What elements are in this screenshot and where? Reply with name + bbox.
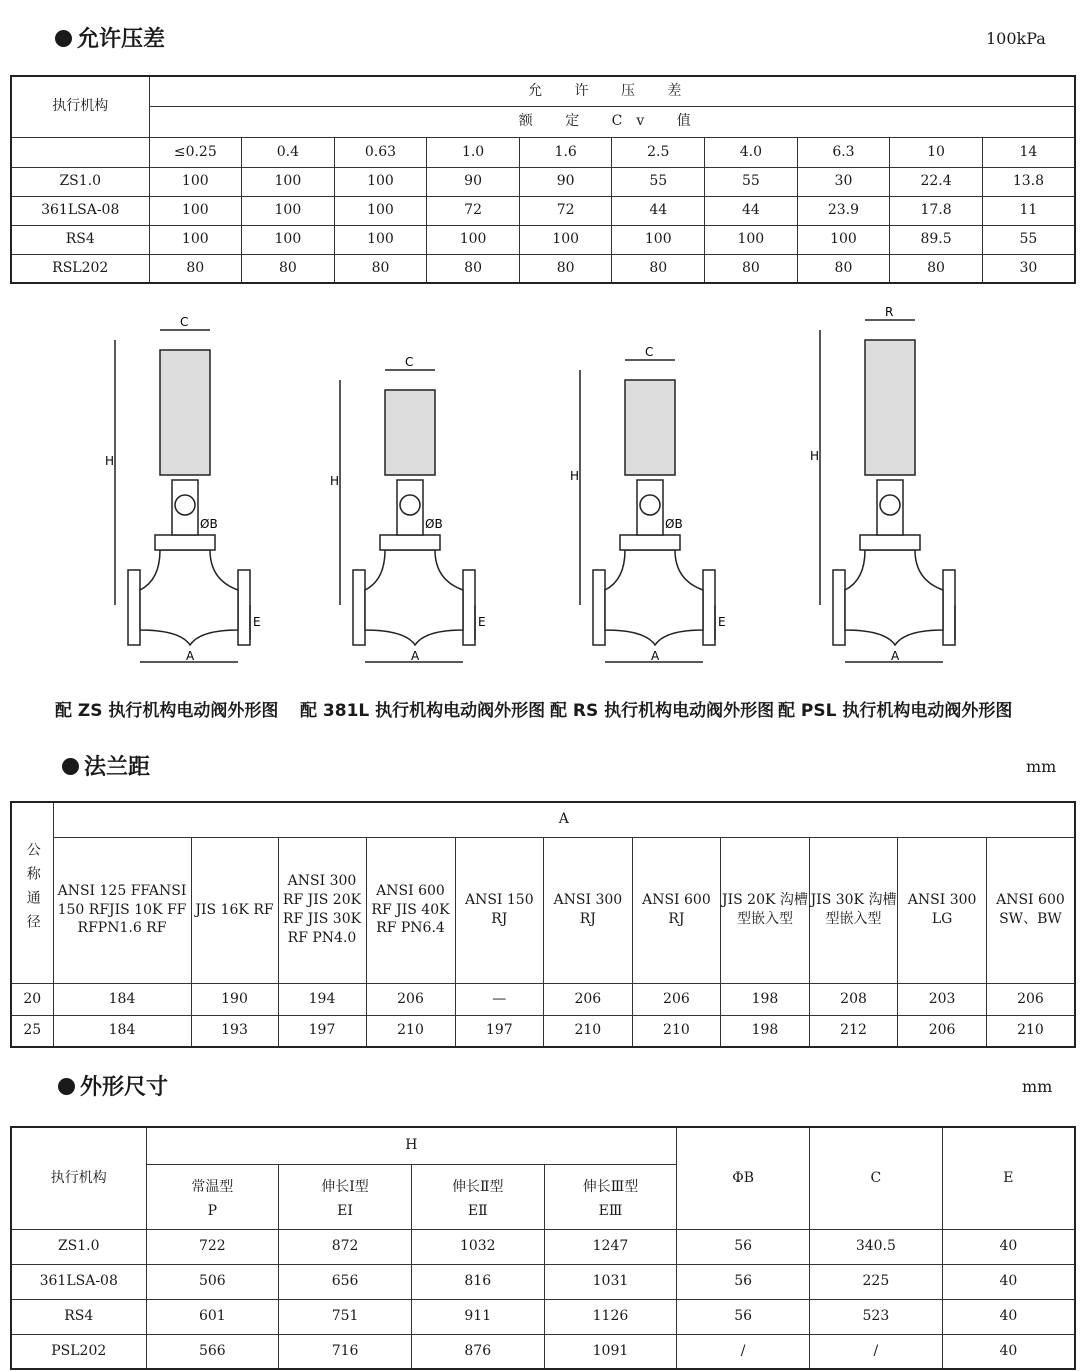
h-type-header xyxy=(544,1164,677,1229)
dimension-value: 1032 xyxy=(411,1229,544,1264)
dimension-label-h: H xyxy=(330,474,340,488)
actuator-name: PSL202 xyxy=(11,1334,146,1369)
actuator-name: ZS1.0 xyxy=(11,1229,146,1264)
flange-value: 203 xyxy=(898,983,987,1015)
pressure-value: 44 xyxy=(705,196,798,225)
title-text: 法兰距 xyxy=(84,755,151,780)
pressure-value: 11 xyxy=(982,196,1075,225)
h-type-name: 伸长Ⅲ型 xyxy=(582,1179,639,1196)
flange-value: 212 xyxy=(809,1015,898,1047)
dimension-label-e: E xyxy=(253,615,261,629)
flange-value: 198 xyxy=(721,1015,810,1047)
cv-header: 1.6 xyxy=(519,137,612,167)
dimension-value: 56 xyxy=(677,1229,810,1264)
c-header: C xyxy=(810,1127,943,1229)
actuator-name: RS4 xyxy=(11,225,149,254)
pressure-value: 80 xyxy=(519,254,612,283)
e-header: E xyxy=(942,1127,1075,1229)
unit-label: mm xyxy=(1022,1077,1053,1096)
dimension-value: / xyxy=(677,1334,810,1369)
table-row xyxy=(11,1264,1075,1299)
cv-header: 4.0 xyxy=(705,137,798,167)
table-row xyxy=(11,1334,1075,1369)
h-type-header xyxy=(146,1164,279,1229)
pressure-value: 100 xyxy=(242,225,335,254)
dimension-value: 656 xyxy=(279,1264,412,1299)
pressure-value: 13.8 xyxy=(982,167,1075,196)
flange-value: 206 xyxy=(632,983,721,1015)
actuator-name: 361LSA-08 xyxy=(11,1264,146,1299)
pressure-value: 80 xyxy=(242,254,335,283)
flange-value: 206 xyxy=(544,983,633,1015)
pressure-value: 80 xyxy=(149,254,242,283)
dimension-value: 722 xyxy=(146,1229,279,1264)
pressure-value: 80 xyxy=(890,254,983,283)
dimension-value: 816 xyxy=(411,1264,544,1299)
pressure-table xyxy=(10,75,1076,284)
dimension-label-b: ØB xyxy=(425,517,443,531)
flange-value: 197 xyxy=(455,1015,544,1047)
section-title-dimensions xyxy=(58,1070,168,1101)
actuator-name: 361LSA-08 xyxy=(11,196,149,225)
pressure-value: 90 xyxy=(519,167,612,196)
flange-value: 197 xyxy=(278,1015,366,1047)
h-type-code: EⅡ xyxy=(467,1203,488,1220)
pressure-value: 72 xyxy=(427,196,520,225)
pressure-value: 100 xyxy=(242,167,335,196)
section-title-flange xyxy=(62,750,150,781)
figure-caption: 配 ZS 执行机构电动阀外形图 xyxy=(55,701,279,721)
cv-header: 6.3 xyxy=(797,137,890,167)
dimension-label-a: A xyxy=(891,649,900,663)
dimension-value: 56 xyxy=(677,1299,810,1334)
flange-value: 210 xyxy=(366,1015,455,1047)
unit-label: 100kPa xyxy=(986,29,1046,48)
dimension-value: 1247 xyxy=(544,1229,677,1264)
flange-type-header: ANSI 600 RF JIS 40K RF PN6.4 xyxy=(366,837,455,983)
title-text: 外形尺寸 xyxy=(80,1075,169,1100)
unit-label: mm xyxy=(1026,757,1057,776)
flange-type-header: ANSI 125 FFANSI 150 RFJIS 10K FF RFPN1.6 RF xyxy=(53,837,191,983)
figure-caption: 配 PSL 执行机构电动阀外形图 xyxy=(778,701,1013,721)
pressure-value: 100 xyxy=(519,225,612,254)
flange-value: — xyxy=(455,983,544,1015)
actuator-name: RSL202 xyxy=(11,254,149,283)
table-row xyxy=(11,1299,1075,1334)
table-row xyxy=(11,225,1075,254)
flange-value: 184 xyxy=(53,983,191,1015)
flange-value: 198 xyxy=(721,983,810,1015)
dn-value: 20 xyxy=(11,983,53,1015)
flange-type-header: ANSI 300 RF JIS 20K RF JIS 30K RF PN4.0 xyxy=(278,837,366,983)
dimension-label-a: A xyxy=(411,649,420,663)
pressure-value: 100 xyxy=(705,225,798,254)
dimension-value: 56 xyxy=(677,1264,810,1299)
flange-value: 193 xyxy=(191,1015,278,1047)
bullet-icon xyxy=(58,1078,75,1095)
flange-value: 208 xyxy=(809,983,898,1015)
dimension-label-b: ØB xyxy=(200,517,218,531)
flange-type-header: ANSI 300 RJ xyxy=(544,837,633,983)
h-type-code: EⅢ xyxy=(598,1203,623,1220)
flange-type-header: ANSI 600 RJ xyxy=(632,837,721,983)
h-type-header xyxy=(279,1164,412,1229)
pressure-value: 100 xyxy=(149,167,242,196)
dimension-label-a: A xyxy=(651,649,660,663)
table-row xyxy=(11,167,1075,196)
pressure-value: 80 xyxy=(797,254,890,283)
h-type-code: EⅠ xyxy=(337,1203,353,1220)
cv-header: 0.4 xyxy=(242,137,335,167)
flange-type-header: ANSI 600 SW、BW xyxy=(986,837,1075,983)
flange-value: 210 xyxy=(544,1015,633,1047)
table-row xyxy=(11,983,1075,1015)
flange-table xyxy=(10,801,1076,1048)
pressure-value: 90 xyxy=(427,167,520,196)
dimension-value: 1091 xyxy=(544,1334,677,1369)
sub-header: 额 定 Cv 值 xyxy=(149,106,1075,137)
pressure-value: 44 xyxy=(612,196,705,225)
section-title-pressure xyxy=(55,22,165,53)
pressure-value: 100 xyxy=(797,225,890,254)
flange-value: 210 xyxy=(986,1015,1075,1047)
pressure-value: 100 xyxy=(427,225,520,254)
pressure-value: 89.5 xyxy=(890,225,983,254)
pressure-value: 100 xyxy=(149,196,242,225)
pressure-value: 72 xyxy=(519,196,612,225)
dimension-value: 1031 xyxy=(544,1264,677,1299)
b-header: ΦB xyxy=(677,1127,810,1229)
pressure-value: 100 xyxy=(149,225,242,254)
title-text: 允许压差 xyxy=(77,27,166,52)
flange-type-header: JIS 16K RF xyxy=(191,837,278,983)
actuator-header: 执行机构 xyxy=(11,1127,146,1229)
dimension-value: 523 xyxy=(810,1299,943,1334)
dimension-label-c: C xyxy=(180,315,189,329)
dimension-label-c: C xyxy=(405,355,414,369)
table-row xyxy=(11,1229,1075,1264)
flange-value: 184 xyxy=(53,1015,191,1047)
flange-value: 206 xyxy=(366,983,455,1015)
dimension-value: 506 xyxy=(146,1264,279,1299)
valve-outline-drawing xyxy=(565,325,785,675)
dimension-value: 40 xyxy=(942,1229,1075,1264)
dimension-label-c: R xyxy=(885,305,894,319)
flange-type-header: ANSI 300 LG xyxy=(898,837,987,983)
cv-header: 1.0 xyxy=(427,137,520,167)
flange-value: 206 xyxy=(898,1015,987,1047)
pressure-value: 100 xyxy=(334,225,427,254)
h-type-header xyxy=(411,1164,544,1229)
dimension-label-h: H xyxy=(810,449,820,463)
dimension-value: 40 xyxy=(942,1299,1075,1334)
valve-outline-drawing xyxy=(100,315,320,675)
bullet-icon xyxy=(62,758,79,775)
dimension-label-h: H xyxy=(570,469,580,483)
pressure-value: 55 xyxy=(612,167,705,196)
flange-type-header: JIS 30K 沟槽型嵌入型 xyxy=(809,837,898,983)
pressure-value: 30 xyxy=(982,254,1075,283)
table-row xyxy=(11,196,1075,225)
dimension-value: 225 xyxy=(810,1264,943,1299)
table-row xyxy=(11,254,1075,283)
dimension-value: 1126 xyxy=(544,1299,677,1334)
dimension-value: 876 xyxy=(411,1334,544,1369)
cv-header: 0.63 xyxy=(334,137,427,167)
pressure-value: 80 xyxy=(334,254,427,283)
flange-value: 190 xyxy=(191,983,278,1015)
dimension-value: 40 xyxy=(942,1264,1075,1299)
dn-header xyxy=(11,802,53,983)
pressure-value: 17.8 xyxy=(890,196,983,225)
pressure-value: 100 xyxy=(612,225,705,254)
cv-header: ≤0.25 xyxy=(149,137,242,167)
pressure-value: 100 xyxy=(242,196,335,225)
actuator-name: RS4 xyxy=(11,1299,146,1334)
pressure-value: 80 xyxy=(427,254,520,283)
valve-outline-drawing xyxy=(325,325,545,675)
actuator-header: 执行机构 xyxy=(11,76,149,137)
top-header: 允 许 压 差 xyxy=(149,76,1075,106)
flange-value: 206 xyxy=(986,983,1075,1015)
empty-cell xyxy=(11,137,149,167)
dimension-label-b: ØB xyxy=(665,517,683,531)
dimension-value: / xyxy=(810,1334,943,1369)
flange-type-header: JIS 20K 沟槽型嵌入型 xyxy=(721,837,810,983)
dimension-value: 911 xyxy=(411,1299,544,1334)
a-header: A xyxy=(53,802,1075,837)
flange-type-header: ANSI 150 RJ xyxy=(455,837,544,983)
h-header: H xyxy=(146,1127,677,1164)
figure-caption: 配 RS 执行机构电动阀外形图 xyxy=(550,701,775,721)
cv-header: 2.5 xyxy=(612,137,705,167)
h-type-code: P xyxy=(207,1203,218,1220)
dimension-value: 340.5 xyxy=(810,1229,943,1264)
dimension-value: 601 xyxy=(146,1299,279,1334)
table-row xyxy=(11,1015,1075,1047)
valve-outline-drawing xyxy=(805,305,1025,675)
dimension-value: 716 xyxy=(279,1334,412,1369)
h-type-name: 常温型 xyxy=(191,1179,234,1196)
figure-caption: 配 381L 执行机构电动阀外形图 xyxy=(300,701,546,721)
pressure-value: 80 xyxy=(705,254,798,283)
dimension-label-c: C xyxy=(645,345,654,359)
pressure-value: 100 xyxy=(334,196,427,225)
h-type-name: 伸长Ⅰ型 xyxy=(321,1179,369,1196)
cv-header: 10 xyxy=(890,137,983,167)
dimension-label-h: H xyxy=(105,454,115,468)
pressure-value: 22.4 xyxy=(890,167,983,196)
pressure-value: 55 xyxy=(982,225,1075,254)
cv-header: 14 xyxy=(982,137,1075,167)
dimension-value: 751 xyxy=(279,1299,412,1334)
h-type-name: 伸长Ⅱ型 xyxy=(452,1179,504,1196)
pressure-value: 100 xyxy=(334,167,427,196)
pressure-value: 30 xyxy=(797,167,890,196)
dimension-label-a: A xyxy=(186,649,195,663)
dn-value: 25 xyxy=(11,1015,53,1047)
pressure-value: 55 xyxy=(705,167,798,196)
dn-header-text: 公称通径 xyxy=(24,841,41,938)
dimension-value: 566 xyxy=(146,1334,279,1369)
dimension-value: 40 xyxy=(942,1334,1075,1369)
flange-value: 194 xyxy=(278,983,366,1015)
pressure-value: 23.9 xyxy=(797,196,890,225)
pressure-value: 80 xyxy=(612,254,705,283)
actuator-name: ZS1.0 xyxy=(11,167,149,196)
dimension-label-e: E xyxy=(478,615,486,629)
bullet-icon xyxy=(55,30,72,47)
dimension-value: 872 xyxy=(279,1229,412,1264)
flange-value: 210 xyxy=(632,1015,721,1047)
dimensions-table xyxy=(10,1126,1076,1370)
dimension-label-e: E xyxy=(718,615,726,629)
